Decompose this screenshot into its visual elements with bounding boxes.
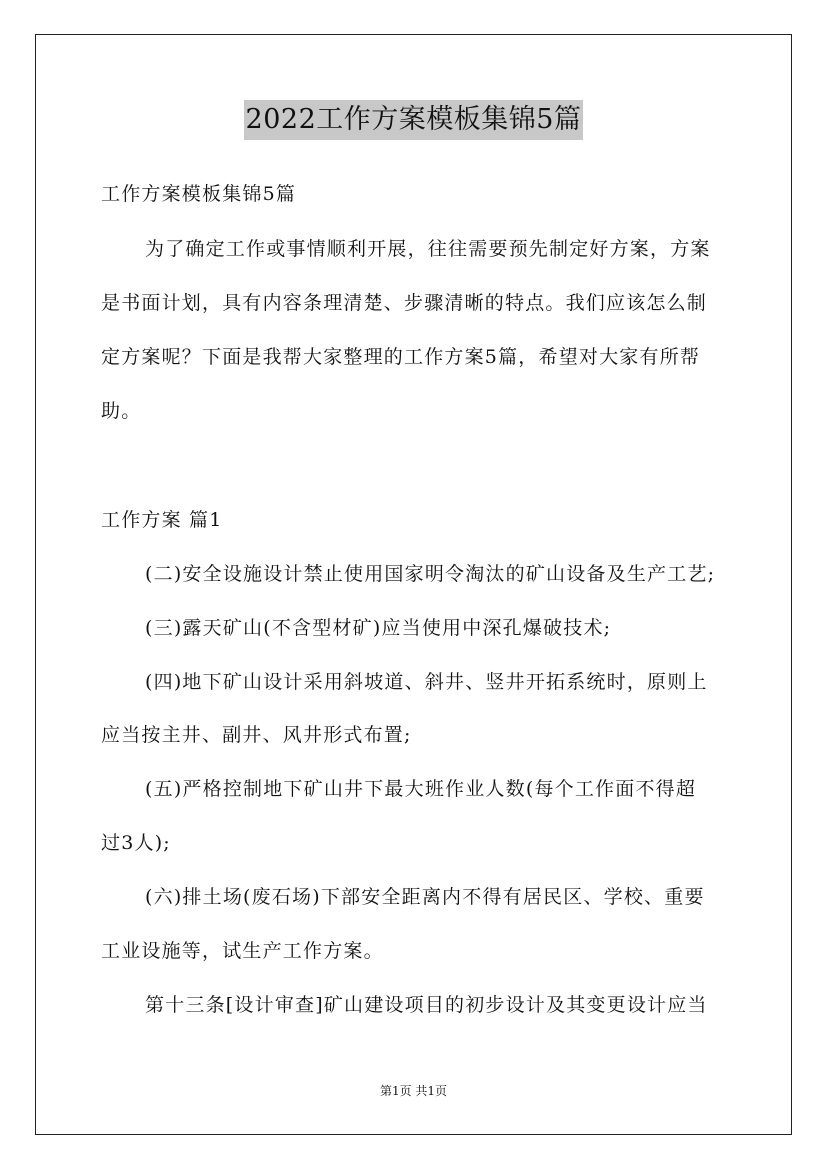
document-title: 2022工作方案模板集锦5篇 <box>244 100 584 140</box>
title-container <box>0 100 827 140</box>
body-line-1: (二)安全设施设计禁止使用国家明令淘汰的矿山设备及生产工艺; <box>145 563 716 585</box>
document-subtitle: 工作方案模板集锦5篇 <box>101 183 297 205</box>
intro-line-1: 为了确定工作或事情顺利开展，往往需要预先制定好方案，方案 <box>145 238 711 260</box>
intro-line-2: 是书面计划，具有内容条理清楚、步骤清晰的特点。我们应该怎么制 <box>101 292 708 314</box>
page-footer: 第1页 共1页 <box>379 1084 448 1098</box>
body-line-4: 应当按主井、副井、风井形式布置; <box>101 724 412 746</box>
body-line-7: (六)排土场(废石场)下部安全距离内不得有居民区、学校、重要 <box>145 886 705 908</box>
section-heading: 工作方案 篇1 <box>101 509 223 531</box>
body-line-8: 工业设施等，试生产工作方案。 <box>101 940 384 962</box>
intro-line-3: 定方案呢？下面是我帮大家整理的工作方案5篇，希望对大家有所帮 <box>101 346 701 368</box>
body-line-2: (三)露天矿山(不含型材矿)应当使用中深孔爆破技术; <box>145 617 612 639</box>
body-line-6: 过3人); <box>101 832 171 854</box>
body-line-3: (四)地下矿山设计采用斜坡道、斜井、竖井开拓系统时，原则上 <box>145 671 708 693</box>
body-line-5: (五)严格控制地下矿山井下最大班作业人数(每个工作面不得超 <box>145 778 697 800</box>
intro-line-4: 助。 <box>101 400 142 422</box>
body-line-9: 第十三条[设计审查]矿山建设项目的初步设计及其变更设计应当 <box>145 994 708 1016</box>
